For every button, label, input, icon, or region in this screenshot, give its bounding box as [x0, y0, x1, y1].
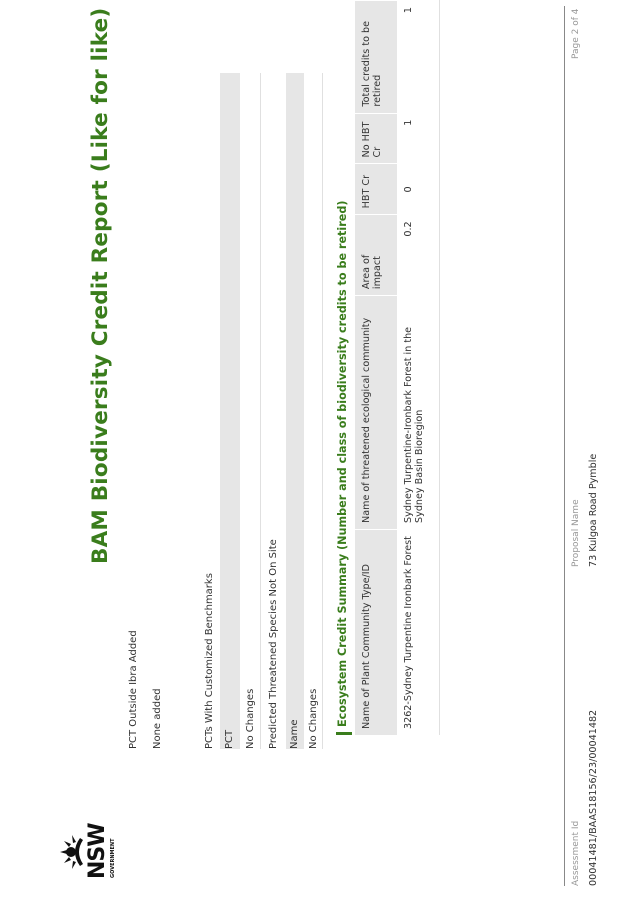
col-hbt: HBT Cr [355, 164, 397, 215]
logo-text: NSW [85, 823, 110, 879]
cell-hbt: 0 [397, 164, 440, 215]
pct-column-label: PCT [224, 729, 235, 749]
assessment-id-label: Assessment Id [571, 820, 581, 886]
pct-custom-header-row [220, 73, 240, 749]
col-nohbt: No HBT Cr [355, 113, 397, 164]
assessment-id-value: 00041481/BAAS18156/23/00041482 [588, 709, 599, 886]
ecosystem-section-title: Ecosystem Credit Summary (Number and class of biodiversity credits to be retired) [336, 200, 349, 727]
col-area: Area of impact [355, 215, 397, 296]
cell-area: 0.2 [397, 215, 440, 296]
logo-subtext: GOVERNMENT [110, 838, 116, 878]
pct-custom-row [240, 73, 261, 749]
predicted-species-row [304, 73, 323, 749]
nsw-government-logo [58, 821, 118, 883]
cell-tec: Sydney Turpentine-Ironbark Forest in the Sydney Basin Bioregion [397, 296, 440, 530]
predicted-species-header-row [286, 73, 304, 749]
table-header-row [355, 1, 397, 736]
footer-divider [564, 6, 565, 886]
pct-outside-heading: PCT Outside Ibra Added [128, 630, 139, 749]
predicted-species-value: No Changes [308, 688, 319, 749]
proposal-name-value: 73 Kulgoa Road Pymble [588, 453, 599, 567]
name-column-label: Name [289, 719, 300, 749]
pct-outside-value: None added [152, 688, 163, 749]
page-title: BAM Biodiversity Credit Report (Like for like) [88, 7, 113, 564]
col-total: Total credits to be retired [355, 1, 397, 114]
predicted-species-heading: Predicted Threatened Species Not On Site [268, 539, 279, 749]
cell-nohbt: 1 [397, 113, 440, 164]
proposal-name-label: Proposal Name [571, 499, 581, 567]
page-number: Page 2 of 4 [571, 8, 581, 59]
pct-custom-value: No Changes [245, 688, 256, 749]
col-pct: Name of Plant Community Type/ID [355, 529, 397, 735]
table-row [397, 1, 440, 736]
ecosystem-credit-table [355, 0, 440, 735]
pct-custom-heading: PCTs With Customized Benchmarks [204, 573, 215, 749]
cell-total: 1 [397, 1, 440, 114]
cell-pct: 3262-Sydney Turpentine Ironbark Forest [397, 529, 440, 735]
col-tec: Name of threatened ecological community [355, 296, 397, 530]
